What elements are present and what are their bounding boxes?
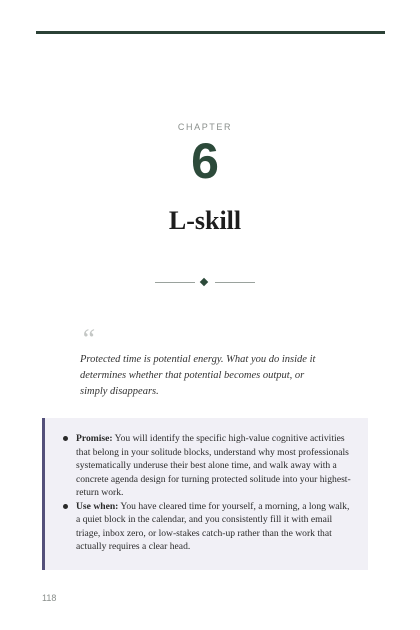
chapter-label: CHAPTER bbox=[177, 122, 233, 132]
top-rule bbox=[36, 31, 385, 34]
callout-item-promise bbox=[63, 432, 356, 500]
ornament-line-left bbox=[155, 282, 195, 283]
callout-term: Promise: bbox=[76, 433, 113, 444]
chapter-title: L-skill bbox=[168, 206, 242, 235]
callout-list bbox=[63, 432, 356, 554]
epigraph-text: Protected time is potential energy. What you do inside it determines whether that potential becomes output, or simply disappears. bbox=[80, 354, 316, 397]
ornament-line-right bbox=[215, 282, 255, 283]
callout-text: You have cleared time for yourself, a morning, a long walk, a quiet block in the calendar, and you consistently fill it with email triage, inbox zero, or low-stakes catch-up rather than the work that actually requires a clear head. bbox=[76, 500, 350, 552]
diamond-icon bbox=[200, 278, 208, 286]
chapter-number: 6 bbox=[191, 133, 219, 189]
callout-box bbox=[42, 418, 368, 570]
callout-term: Use when: bbox=[76, 500, 119, 512]
page-number: 118 bbox=[42, 593, 57, 603]
callout-text: You will identify the specific high-value cognitive activities that belong in your solitude blocks, understand why most professionals systematically underuse their best alone time, and walk away with a concrete agenda design for turning protected solitude into your highest-return work. bbox=[76, 433, 351, 498]
title-ornament bbox=[155, 276, 255, 288]
callout-item-use-when bbox=[63, 500, 356, 554]
quote-mark-icon: “ bbox=[80, 324, 96, 355]
bullet-icon bbox=[63, 436, 68, 441]
bullet-icon bbox=[63, 504, 68, 509]
